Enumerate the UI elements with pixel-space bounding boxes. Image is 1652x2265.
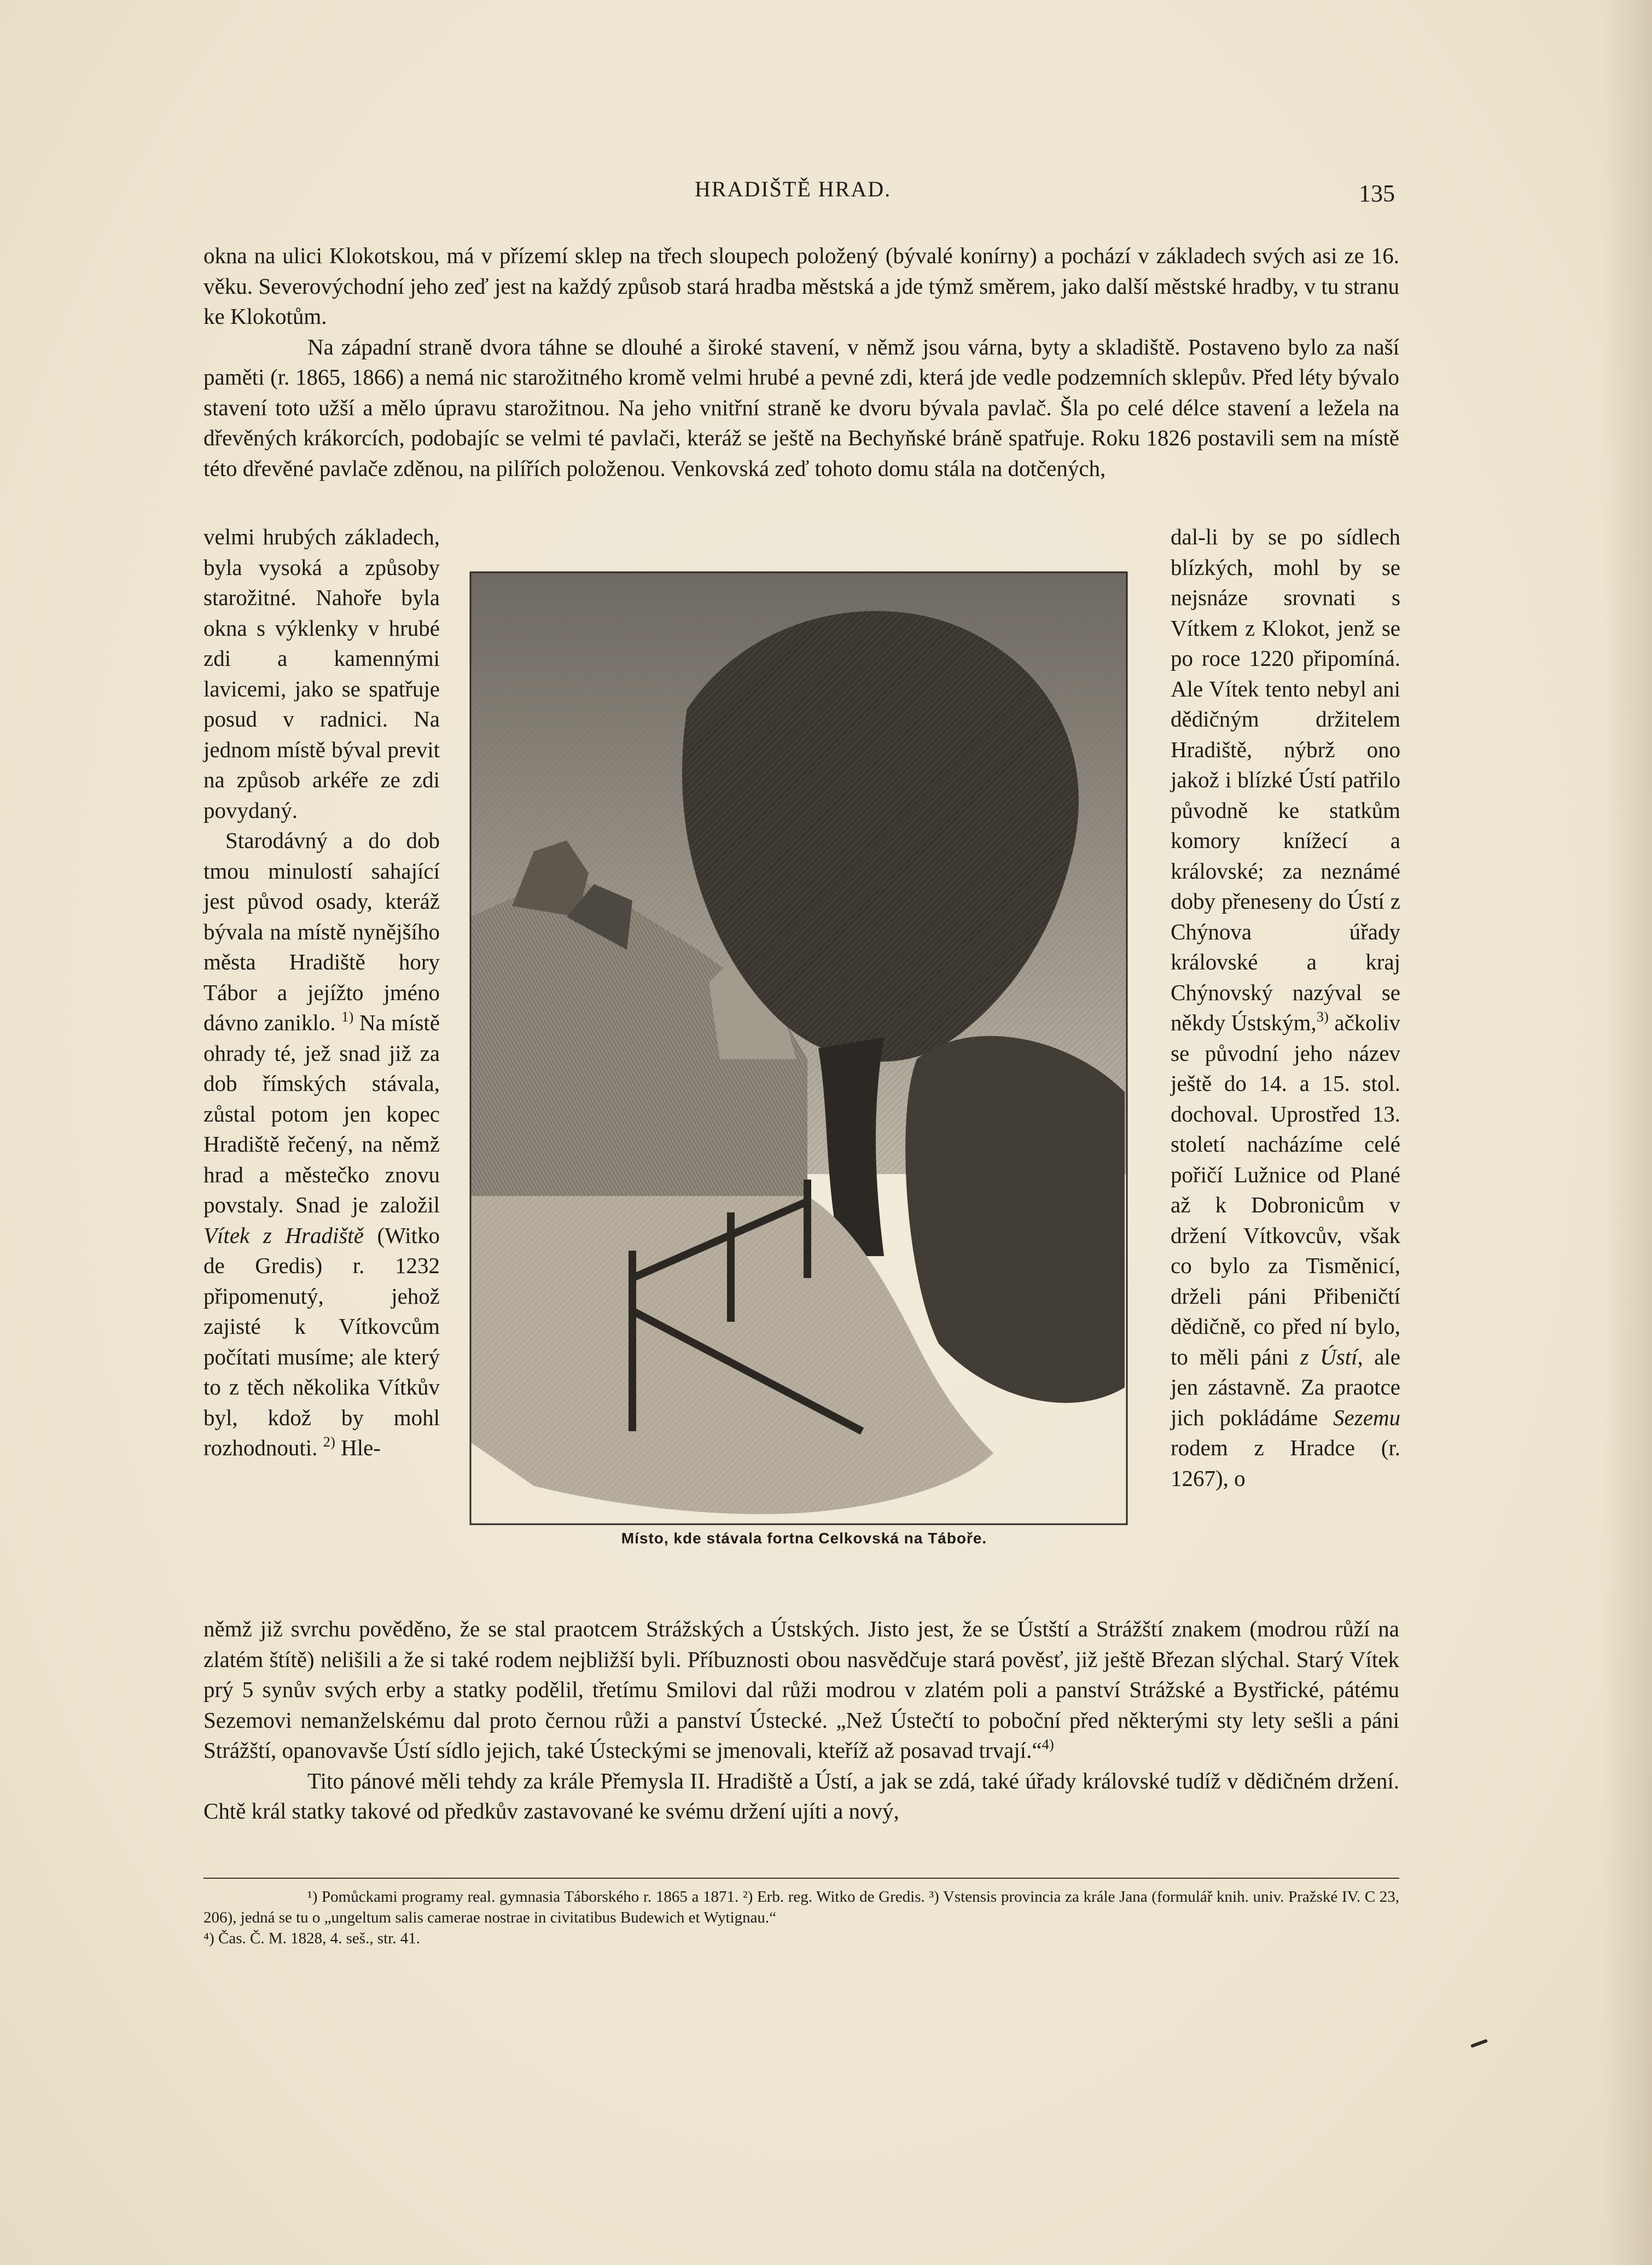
footnote-rule <box>203 1878 1399 1879</box>
page-number: 135 <box>1359 180 1395 207</box>
figure-caption: Místo, kde stávala fortna Celkovská na Táboře. <box>621 1530 987 1547</box>
engraving-illustration <box>468 567 1130 1541</box>
running-title: HRADIŠTĚ HRAD. <box>695 177 892 201</box>
right-text-column <box>1171 522 1400 1494</box>
left-p2-text-a: Starodávný a do dob tmou minulostí sahající jest původ osady, kteráž bývala na místě nynějšího města Hradiště hory Tábor a jejížto jméno dávno zaniklo. <box>203 828 440 1035</box>
footnote-ref-3: 3) <box>1316 1008 1329 1025</box>
footnote-ref-4: 4) <box>1042 1736 1054 1753</box>
bottom-text-block <box>203 1614 1399 1827</box>
left-text-column <box>203 522 440 1463</box>
running-header <box>0 176 1652 209</box>
right-italic-usti: z Ústí <box>1300 1344 1358 1369</box>
top-text-block <box>203 241 1399 484</box>
right-paragraph <box>1171 522 1400 1494</box>
right-text-c: , ale jen zástavně. Za praotce jich pokládáme <box>1171 1344 1400 1430</box>
left-paragraph-2 <box>203 826 440 1463</box>
right-text-d: rodem z Hradce (r. 1267), o <box>1171 1435 1400 1491</box>
footnotes <box>203 1886 1399 1949</box>
right-text-b: ačkoliv se původní jeho název ještě do 14. a 15. stol. dochoval. Uprostřed 13. století nacházíme celé pořičí Lužnice od Plané až k Dobronicům v držení Vítkovcův, však co bylo za Tisměnicí, drželi páni Přibeničtí dědičně, co před ní bylo, to měli páni <box>1171 1010 1401 1369</box>
bottom-paragraph-1 <box>203 1614 1399 1766</box>
ink-mark <box>1470 2039 1488 2048</box>
paragraph-continuation: okna na ulici Klokotskou, má v přízemí sklep na třech sloupech položený (bývalé konírny) a pochází v základech svých asi ze 16. věku. Severovýchodní jeho zeď jest na každý způsob stará hradba městská a jde týmž směrem, jako další městské hradby, v tu stranu ke Klokotům. <box>203 243 1399 329</box>
footnote-line-2: ⁴) Čas. Č. M. 1828, 4. seš., str. 41. <box>203 1930 420 1947</box>
engraving-svg <box>468 567 1130 1530</box>
footnote-ref-1: 1) <box>341 1008 354 1025</box>
left-p2-text-b: Na místě ohrady té, jež snad již za dob římských stávala, zůstal potom jen kopec Hradiště řečený, na němž hrad a městečko znovu povstaly. Snad je založil <box>203 1010 440 1217</box>
paragraph-west-building: Na západní straně dvora táhne se dlouhé a široké stavení, v němž jsou várna, byty a skladiště. Postaveno bylo za naší paměti (r. 1865, 1866) a nemá nic starožitného kromě velmi hrubé a pevné zdi, která jde vedle podzemních sklepův. Před léty bývalo stavení toto užší a mělo úpravu starožitnou. Na jeho vnitřní straně ke dvoru bývala pavlač. Šla po celé délce stavení a ležela na dřevěných krákorcích, podobajíc se velmi té pavlači, kteráž se ještě na Bechyňské bráně spatřuje. Roku 1826 postavili sem na místě této dřevěné pavlače zděnou, na pilířích položenou. Venkovská zeď tohoto domu stála na dotčených, <box>203 334 1399 481</box>
left-p1-text: velmi hrubých základech, byla vysoká a způsoby starožitné. Nahoře byla okna s výklenky v hrubé zdi a kamennými lavicemi, jako se spatřuje posud v radnici. Na jednom místě býval previt na způsob arkéře ze zdi povydaný. <box>203 524 440 823</box>
left-p2-text-d: Hle- <box>341 1435 381 1460</box>
bottom-paragraph-2: Tito pánové měli tehdy za krále Přemysla II. Hradiště a Ústí, a jak se zdá, také úřady královské tudíž v dědičném držení. Chtě král statky takové od předkův zastavované ke svému držení ujíti a nový, <box>203 1768 1399 1823</box>
left-paragraph-1 <box>203 522 440 826</box>
left-p2-italic: Vítek z Hradiště <box>203 1222 364 1248</box>
page-spine-shadow <box>1603 0 1652 2265</box>
footnote-line-1: ¹) Pomůckami programy real. gymnasia Táborského r. 1865 a 1871. ²) Erb. reg. Witko de Gredis. ³) Vstensis provincia za krále Jana (formulář knih. univ. Pražské IV. C 23, 206), jedná se tu o „ungeltum salis camerae nostrae in civitatibus Budewich et Wytignau.“ <box>203 1888 1399 1926</box>
right-text-a: dal-li by se po sídlech blízkých, mohl by se nejsnáze srovnati s Vítkem z Klokot, jenž se po roce 1220 připomíná. Ale Vítek tento nebyl ani dědičným držitelem Hradiště, nýbrž ono jakož i blízké Ústí patřilo původně ke statkům komory knížecí a královské; za neznámé doby přenesenу do Ústí z Chýnova úřady královské a kraj Chýnovský nazýval se někdy Ústským, <box>1171 524 1400 1035</box>
left-p2-text-c: (Witko de Gredis) r. 1232 připomenutý, jehož zajisté k Vítkovcům počítati musíme; ale který to z těch několika Vítkův byl, kdož by mohl rozhodnouti. <box>203 1222 440 1460</box>
footnote-ref-2: 2) <box>323 1433 335 1450</box>
right-italic-sezema: Sezemu <box>1333 1404 1401 1430</box>
bottom-p1-text: němž již svrchu pověděno, že se stal praotcem Strážských a Ústských. Jisto jest, že se Ústští a Strážští znakem (modrou růží na zlatém štítě) nelišili a že si také rodem nejbližší byli. Příbuznosti obou nasvědčuje stará pověsť, již ještě Březan slýchal. Starý Vítek prý 5 synův svých erby a statky podělil, třetímu Smilovi dal růži modrou v zlatém poli a panství Strážské a Bystřické, pátému Sezemovi nemanželskému dal proto černou růži a panství Ústecké. „Než Ústečtí to poboční před některými sty lety sešli a páni Strážští, opanovavše Ústí sídlo jejich, také Ústeckými se jmenovali, kteříž až posavad trvají.“ <box>203 1616 1399 1763</box>
